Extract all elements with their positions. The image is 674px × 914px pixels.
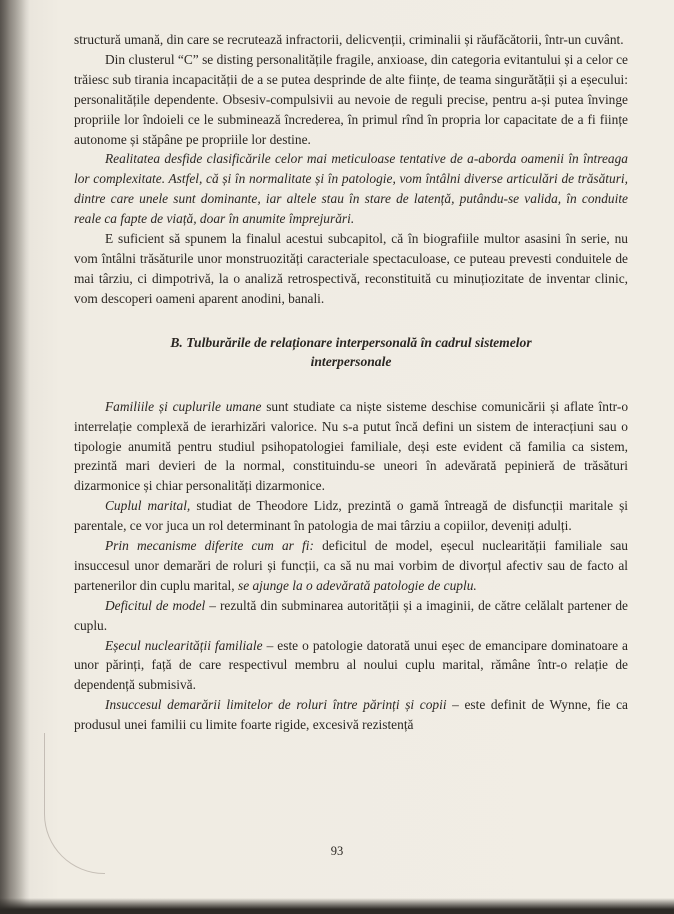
text-run: Familiile și cuplurile umane xyxy=(105,398,262,414)
text-run: deficitul de model, eșecul nuclearității familiale sau insuccesul unor demarări de roluri și funcții, ca să nu mai vorbim de divorțul afectiv sau de facto al partenerilor din cuplu marital, xyxy=(74,538,628,593)
paragraph-p2 xyxy=(74,50,628,150)
page-number: 93 xyxy=(330,844,344,858)
paragraph-p7 xyxy=(74,536,628,596)
text-run: se ajunge la o adevărată patologie de cuplu. xyxy=(237,577,477,593)
paragraph-p3 xyxy=(74,149,628,229)
bottom-paragraphs xyxy=(74,397,628,735)
paragraph-p10 xyxy=(74,695,628,735)
paragraph-p5 xyxy=(74,397,628,497)
paragraph-p4 xyxy=(74,229,628,309)
section-heading-line-2: interpersonale xyxy=(310,353,392,369)
binding-shadow xyxy=(0,0,30,914)
text-run: Deficitul de model xyxy=(105,597,206,613)
paragraph-p8 xyxy=(74,596,628,636)
section-heading-line-1: B. Tulburările de relaționare interpersonală în cadrul sistemelor xyxy=(170,334,532,350)
text-run: Eșecul nuclearității familiale xyxy=(105,637,263,653)
page-content xyxy=(74,30,628,735)
page-bottom-edge xyxy=(0,898,674,914)
text-run: structură umană, din care se recrutează infractorii, delicvenții, criminalii și răufăcătorii, într-un cuvânt. xyxy=(74,32,624,47)
text-run: Prin mecanisme diferite cum ar fi: xyxy=(105,538,314,554)
text-run: Realitatea desfide clasificările celor mai meticuloase tentative de a-aborda oamenii în întreaga lor complexitate. Astfel, că și în normalitate și în patologie, vom întâlni diverse articulări de trăsături, dintre care unele sunt dominante, iar altele stau în stare de latență, putându-se valida, în conduite reale ca fapte de viață, doar în anumite împrejurări. xyxy=(74,151,628,227)
text-run: Cuplul marital, xyxy=(105,498,191,514)
text-run: – este definit de Wynne, fie ca produsul unei familii cu limite foarte rigide, excesivă rezistență xyxy=(74,697,628,733)
text-run: sunt studiate ca niște sisteme deschise comunicării și aflate într-o interrelație complexă de ierarhizări valorice. Nu s-a putut încă defini un sistem de interacțiuni sau o tipologie anumită pentru studiul psihopatologiei familiale, deși este evident că familia ca sistem, prezintă mari devieri de la normal, constituindu-se uneori în adevărată pepinieră de trăsături dizarmonice și chiar personalități dizarmonice. xyxy=(74,398,629,494)
text-run: studiat de Theodore Lidz, prezintă o gamă întreagă de disfuncții maritale și parentale, ce vor juca un rol determinant în patologia de mai târziu a copiilor, deveniți adulți. xyxy=(74,498,628,534)
paragraph-p9 xyxy=(74,636,628,696)
text-run: Din clusterul “C” se disting personalitățile fragile, anxioase, din categoria evitantului și a celor ce trăiesc sub tirania incapacității de a se putea desprinde de alte ființe, de teama singurătății și a eșecului: personalitățile dependente. Obsesiv-compulsivii au nevoie de reguli precise, pentru a-și putea învinge propriile lor îndoieli ce le subminează încrederea, în primul rînd în propria lor capacitate de a fi ființe autonome și stăpâne pe propriile lor destine. xyxy=(74,51,628,147)
top-paragraphs xyxy=(74,30,628,309)
paragraph-p6 xyxy=(74,496,628,536)
paragraph-p1 xyxy=(74,30,628,50)
text-run: – rezultă din subminarea autorității și a imaginii, de către celălalt partener de cuplu. xyxy=(74,597,628,633)
text-run: Insuccesul demarării limitelor de roluri între părinți și copii xyxy=(105,697,447,713)
text-run: E suficient să spunem la finalul acestui subcapitol, că în biografiile multor asasini în serie, nu vom întâlni trăsăturile unor monstruozități caracteriale spectaculoase, ce puteau prevesti conduitele de mai târziu, ci dimpotrivă, la o analiză retrospectivă, reconstituită cu minuțiozitate de inventar clinic, vom descoperi oameni aparent anodini, banali. xyxy=(74,231,628,306)
text-run: – este o patologie datorată unui eșec de emancipare dominatoare a unor părinți, față de care respectivul membru al noului cuplu marital, rămâne într-o relație de dependență submisivă. xyxy=(74,637,628,693)
section-heading xyxy=(74,333,628,371)
